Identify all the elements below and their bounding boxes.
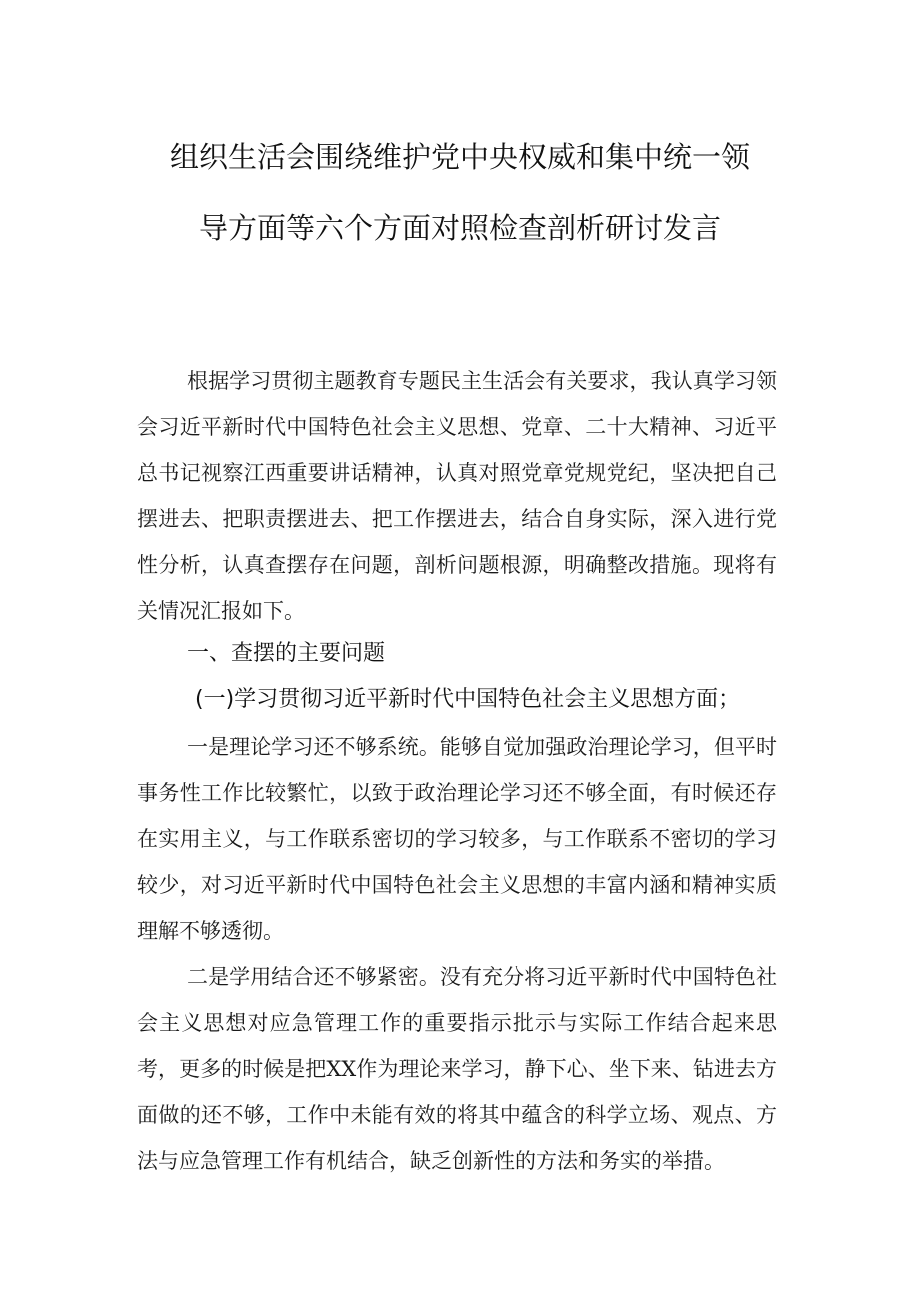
intro-paragraph: 根据学习贯彻主题教育专题民主生活会有关要求，我认真学习领会习近平新时代中国特色社会主义思想、党章、二十大精神、习近平总书记视察江西重要讲话精神，认真对照党章党规党纪，坚决把自己摆进去、把职责摆进去、把工作摆进去，结合自身实际，深入进行党性分析，认真查摆存在问题，剖析问题根源，明确整改措施。现将有关情况汇报如下。 — [137, 369, 777, 623]
point-one-paragraph: 一是理论学习还不够系统。能够自觉加强政治理论学习，但平时事务性工作比较繁忙，以致于政治理论学习还不够全面，有时候还存在实用主义，与工作联系密切的学习较多，与工作联系不密切的学习较少，对习近平新时代中国特色社会主义思想的丰富内涵和精神实质理解不够透彻。 — [137, 735, 777, 943]
point-two-paragraph: 二是学用结合还不够紧密。没有充分将习近平新时代中国特色社会主义思想对应急管理工作的重要指示批示与实际工作结合起来思考，更多的时候是把XX作为理论来学习，静下心、坐下来、钻进去方面做的还不够，工作中未能有效的将其中蕴含的科学立场、观点、方法与应急管理工作有机结合，缺乏创新性的方法和务实的举措。 — [137, 965, 777, 1173]
subsection-heading: (一)学习贯彻习近平新时代中国特色社会主义思想方面； — [195, 687, 741, 712]
section-heading: 一、查摆的主要问题 — [187, 641, 386, 666]
document-title-line-2: 导方面等六个方面对照检查剖析研讨发言 — [198, 211, 721, 245]
document-title-line-1: 组织生活会围绕维护党中央权威和集中统一领 — [169, 140, 750, 174]
